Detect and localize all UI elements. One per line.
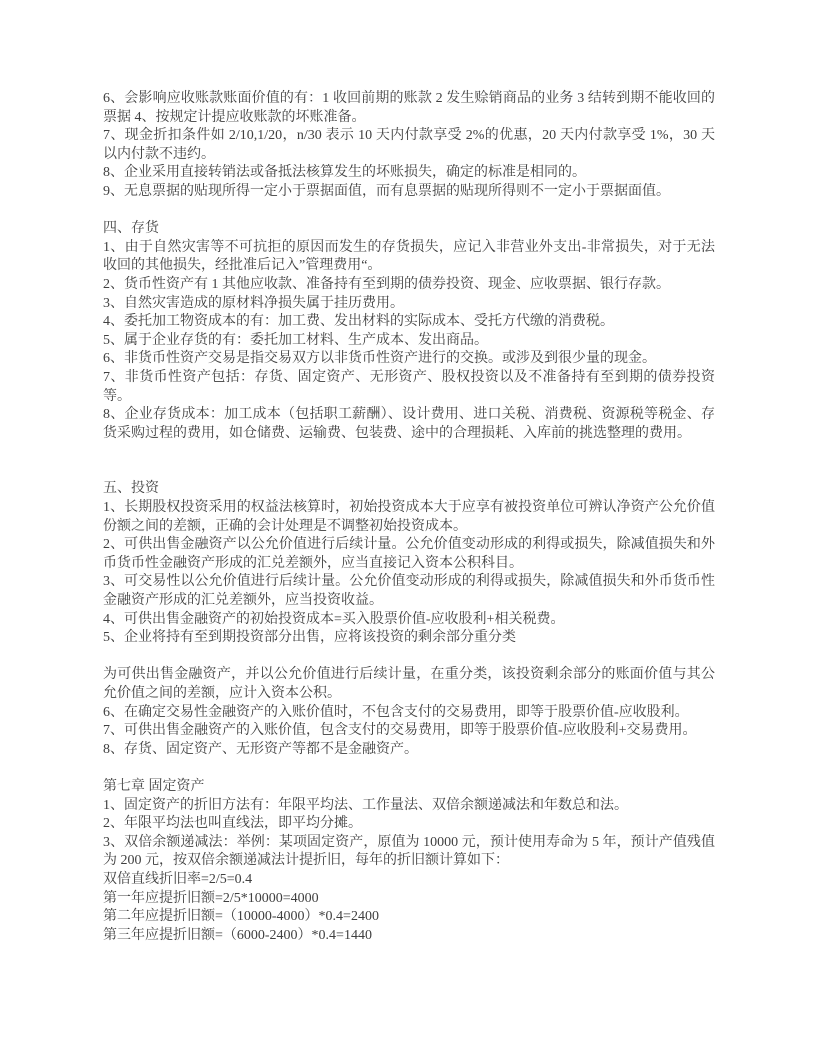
blank-line — [103, 462, 715, 481]
paragraph-investment-item-1: 1、长期股权投资采用的权益法核算时，初始投资成本大于应享有被投资单位可辨认净资产公允价值份额之间的差额，正确的会计处理是不调整初始投资成本。 — [103, 500, 715, 534]
paragraph-inventory-item-5: 5、属于企业存货的有：委托加工材料、生产成本、发出商品。 — [103, 332, 488, 348]
paragraph-fixed-assets-item-1: 1、固定资产的折旧方法有：年限平均法、工作量法、双倍余额递减法和年数总和法。 — [103, 797, 628, 813]
formula-year-3-depreciation: 第三年应提折旧额=（6000-2400）*0.4=1440 — [103, 927, 372, 943]
paragraph-fixed-assets-item-2: 2、年限平均法也叫直线法，即平均分摊。 — [103, 816, 362, 832]
blank-line — [103, 202, 715, 221]
chapter-heading-fixed-assets: 第七章 固定资产 — [103, 778, 205, 794]
paragraph-inventory-item-4: 4、委托加工物资成本的有：加工费、发出材料的实际成本、受托方代缴的消费税。 — [103, 314, 614, 330]
paragraph-inventory-item-3: 3、自然灾害造成的原材料净损失属于挂历费用。 — [103, 295, 404, 311]
paragraph-inventory-item-2: 2、货币性资产有 1 其他应收款、准备持有至到期的债券投资、现金、应收票据、银行存款。 — [103, 276, 670, 292]
formula-year-2-depreciation: 第二年应提折旧额=（10000-4000）*0.4=2400 — [103, 909, 379, 925]
paragraph-inventory-item-1: 1、由于自然灾害等不可抗拒的原因而发生的存货损失，应记入非营业外支出-非常损失，对于无法收回的其他损失，经批准后记入”管理费用“。 — [103, 239, 715, 274]
paragraph-investment-item-7: 7、可供出售金融资产的入账价值，包含支付的交易费用，即等于股票价值-应收股利+交易费用。 — [103, 723, 697, 739]
paragraph-fixed-assets-item-3: 3、双倍余额递减法：举例：某项固定资产，原值为 10000 元，预计使用寿命为 5 年，预计产值残值为 200 元，按双倍余额递减法计提折旧，每年的折旧额计算如下： — [103, 834, 715, 869]
paragraph-investment-item-3: 3、可交易性以公允价值进行后续计量。公允价值变动形成的利得或损失，除减值损失和外币货币性金融资产形成的汇兑差额外，应当投资收益。 — [103, 574, 715, 609]
paragraph-investment-item-5: 5、企业将持有至到期投资部分出售，应将该投资的剩余部分重分类 — [103, 630, 516, 646]
formula-depreciation-rate: 双倍直线折旧率=2/5=0.4 — [103, 871, 253, 887]
paragraph-inventory-item-8: 8、企业存货成本：加工成本（包括职工薪酬）、设计费用、进口关税、消费税、资源税等税金、存货采购过程的费用，如仓储费、运输费、包装费、途中的合理损耗、入库前的挑选整理的费用。 — [103, 407, 715, 441]
document-text-block — [103, 90, 715, 945]
paragraph-receivables-item-8: 8、企业采用直接转销法或备抵法核算发生的坏账损失，确定的标准是相同的。 — [103, 165, 586, 181]
blank-line — [103, 443, 715, 462]
paragraph-inventory-item-7: 7、非货币性资产包括：存货、固定资产、无形资产、股权投资以及不准备持有至到期的债券投资等。 — [103, 369, 715, 404]
paragraph-investment-item-6: 6、在确定交易性金融资产的入账价值时，不包含支付的交易费用，即等于股票价值-应收股利。 — [103, 704, 689, 720]
paragraph-investment-item-8: 8、存货、固定资产、无形资产等都不是金融资产。 — [103, 741, 418, 757]
paragraph-inventory-item-6: 6、非货币性资产交易是指交易双方以非货币性资产进行的交换。或涉及到很少量的现金。 — [103, 351, 656, 367]
paragraph-receivables-item-9: 9、无息票据的贴现所得一定小于票据面值，而有息票据的贴现所得则不一定小于票据面值。 — [103, 183, 670, 199]
paragraph-investment-item-5-continued: 为可供出售金融资产，并以公允价值进行后续计量，在重分类，该投资剩余部分的账面价值与其公允价值之间的差额，应计入资本公积。 — [103, 667, 715, 701]
paragraph-investment-item-4: 4、可供出售金融资产的初始投资成本=买入股票价值-应收股利+相关税费。 — [103, 611, 565, 627]
blank-line — [103, 648, 715, 667]
formula-year-1-depreciation: 第一年应提折旧额=2/5*10000=4000 — [103, 890, 319, 906]
section-heading-investment: 五、投资 — [103, 481, 159, 497]
paragraph-investment-item-2: 2、可供出售金融资产以公允价值进行后续计量。公允价值变动形成的利得或损失，除减值损失和外币货币性金融资产形成的汇兑差额外，应当直接记入资本公积科目。 — [103, 537, 715, 571]
paragraph-receivables-item-7: 7、现金折扣条件如 2/10,1/20，n/30 表示 10 天内付款享受 2%的优惠，20 天内付款享受 1%，30 天以内付款不违约。 — [103, 128, 715, 162]
paragraph-receivables-item-6: 6、会影响应收账款账面价值的有：1 收回前期的账款 2 发生赊销商品的业务 3 结转到期不能收回的票据 4、按规定计提应收账款的坏账准备。 — [103, 91, 715, 125]
section-heading-inventory: 四、存货 — [103, 221, 159, 237]
blank-line — [103, 759, 715, 778]
